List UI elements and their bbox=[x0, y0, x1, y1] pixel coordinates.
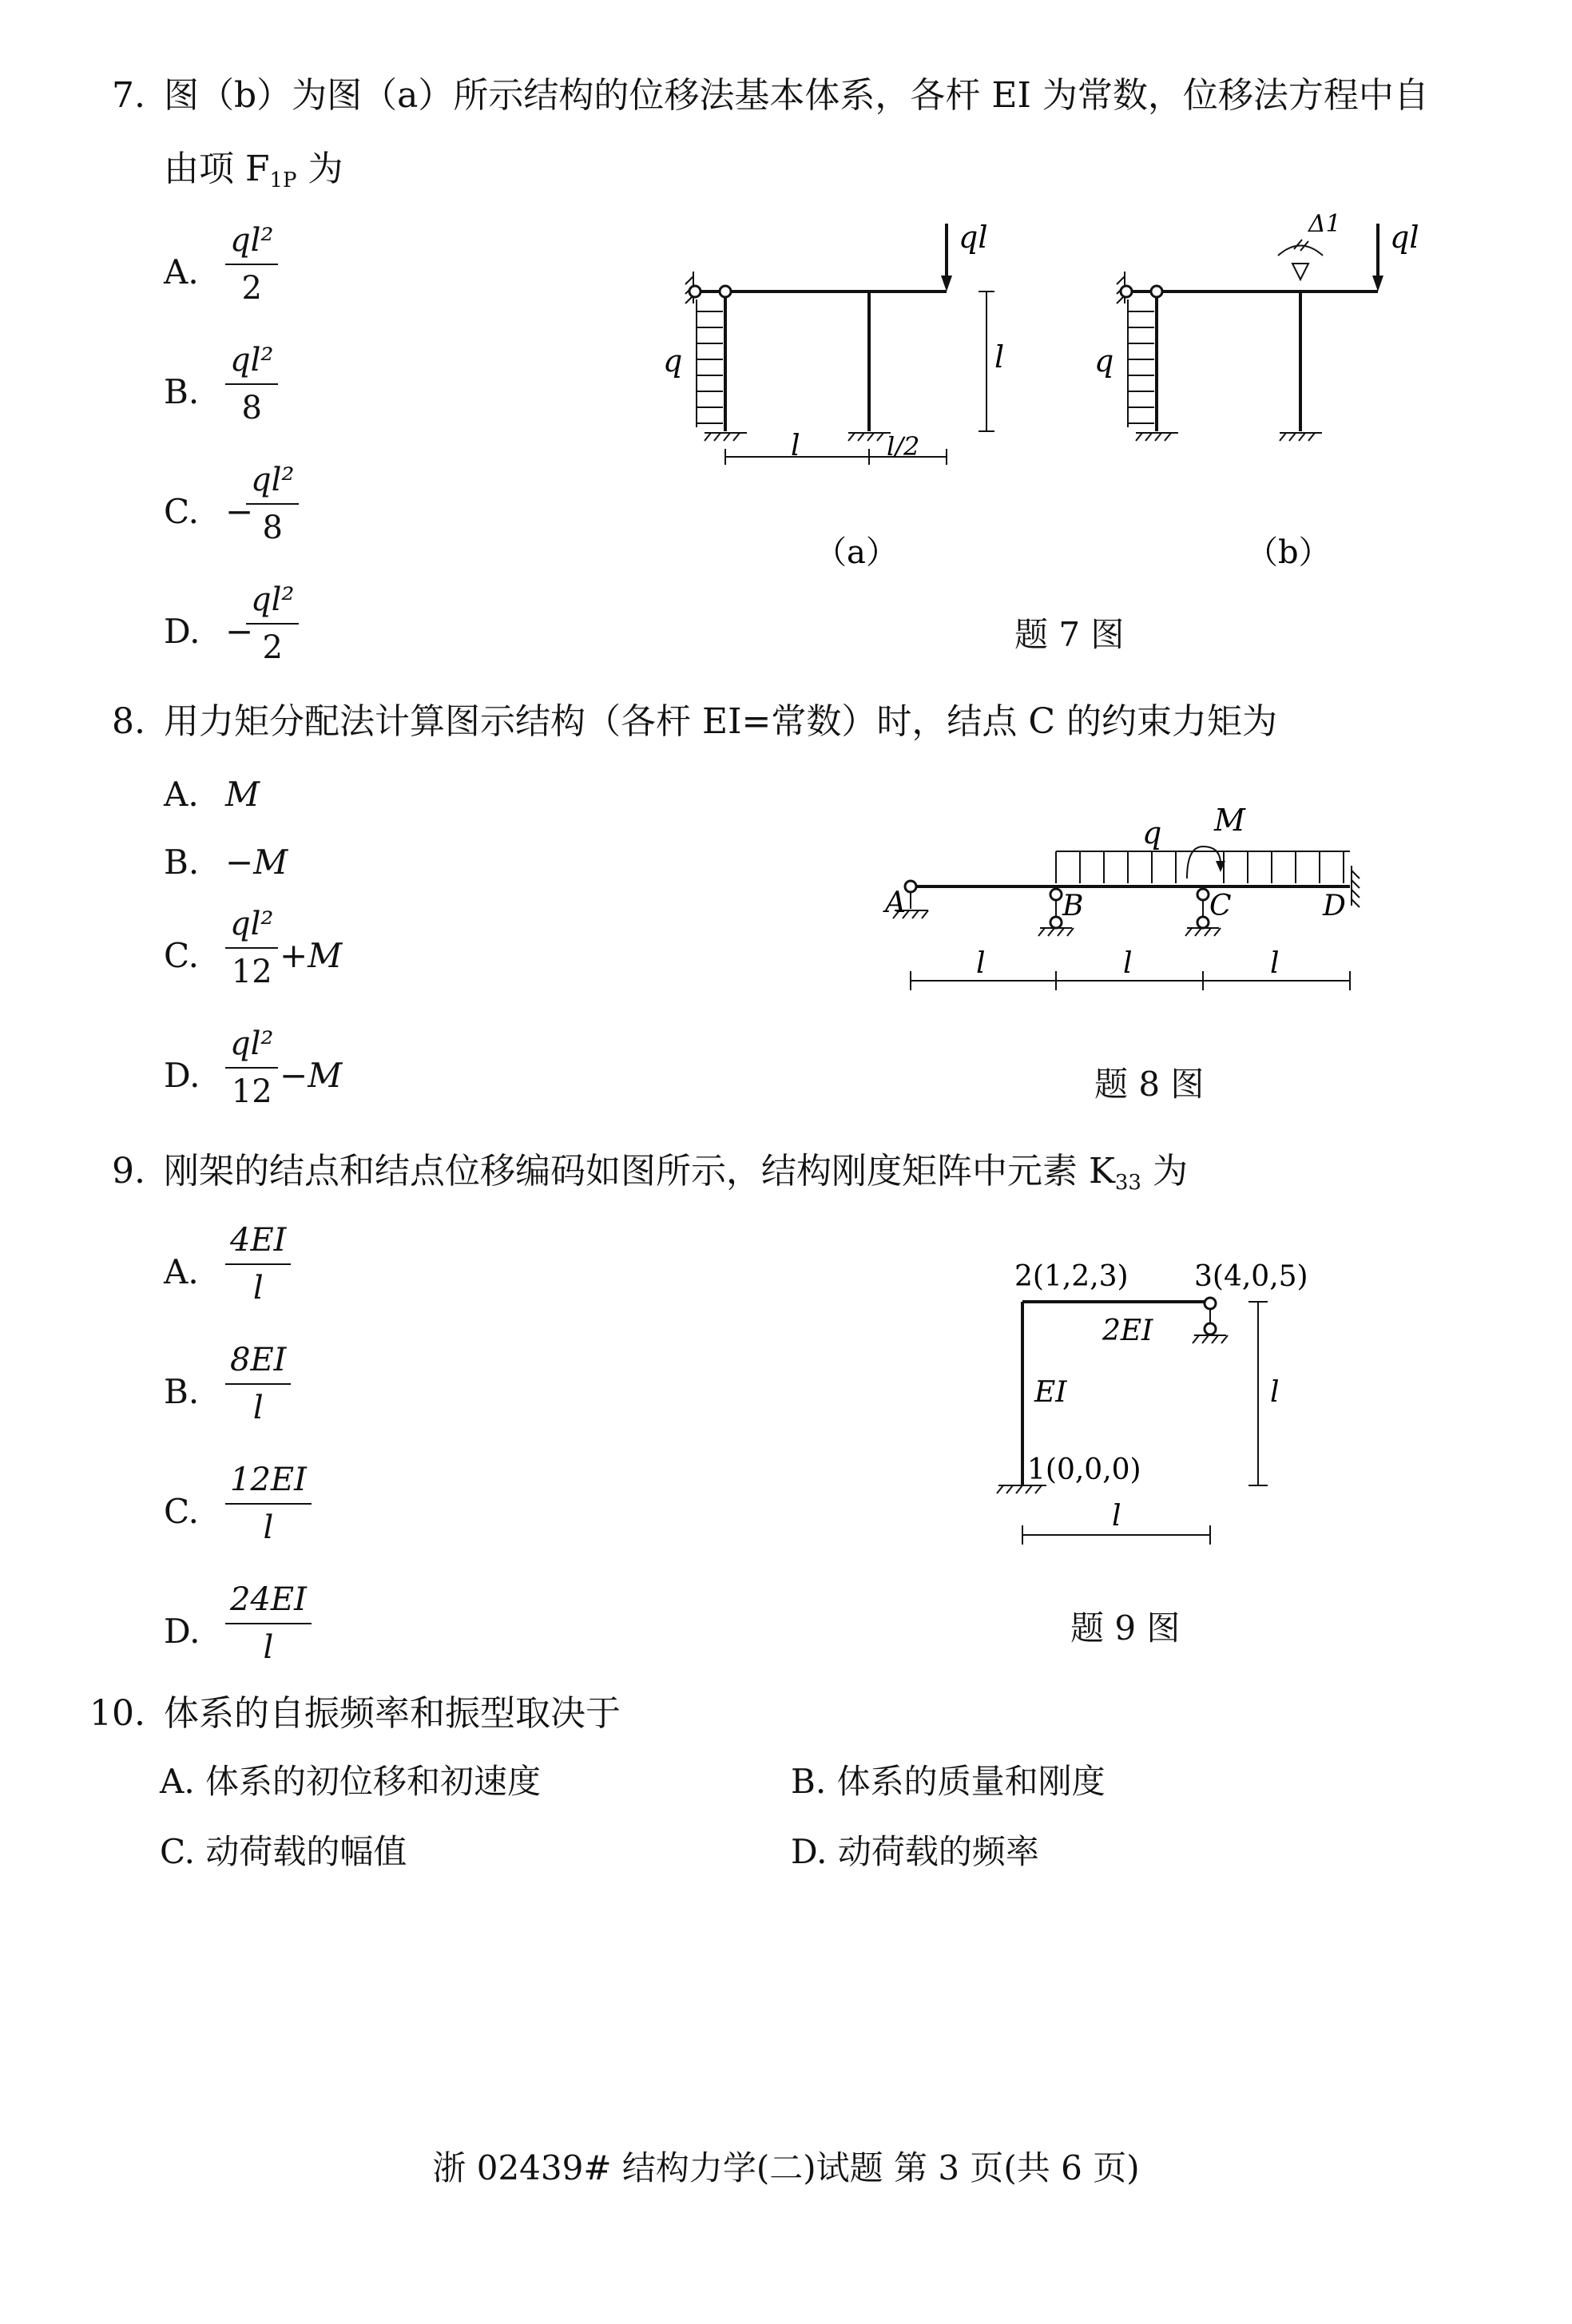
q8-option-d-label[interactable]: D. bbox=[164, 1056, 200, 1095]
q9-option-d-label[interactable]: D. bbox=[164, 1612, 200, 1651]
fig9-beam-label: 2EI bbox=[1102, 1315, 1153, 1347]
fig9-node-3: 3(4,0,5) bbox=[1194, 1260, 1308, 1293]
fig8-m-label: M bbox=[1214, 803, 1245, 838]
q8-option-a-text[interactable]: M bbox=[225, 775, 260, 814]
q9-option-a-fraction[interactable]: $\frac{4EI}{l}$ bbox=[225, 1222, 291, 1307]
q7-figure bbox=[655, 200, 1454, 647]
fig7a-dim-height: l bbox=[994, 339, 1005, 375]
fig7a-load-label: ql bbox=[959, 220, 988, 255]
q7-stem-line1: 图（b）为图（a）所示结构的位移法基本体系，各杆 EI 为常数，位移法方程中自 bbox=[164, 75, 1429, 116]
q9-caption: 题 9 图 bbox=[1070, 1608, 1181, 1648]
q9-option-d-fraction[interactable]: $\frac{24EI}{l}$ bbox=[225, 1581, 312, 1666]
fig8-node-b: B bbox=[1062, 890, 1084, 922]
fig7b-label: （b） bbox=[1246, 534, 1331, 571]
q10-option-a[interactable]: A. 体系的初位移和初速度 bbox=[160, 1762, 542, 1801]
q8-option-c-fraction[interactable]: $\frac{\text{ql²}}{12}$ bbox=[225, 906, 278, 990]
q7-option-c-fraction[interactable]: $\frac{\text{ql²}}{8}$ bbox=[246, 462, 299, 546]
q10-option-d[interactable]: D. 动荷载的频率 bbox=[791, 1832, 1039, 1871]
fig9-node-1: 1(0,0,0) bbox=[1027, 1453, 1141, 1486]
fig7b-q-label: q bbox=[1094, 343, 1114, 379]
q8-option-b-label[interactable]: B. bbox=[164, 843, 200, 882]
fig9-dim-v: l bbox=[1270, 1376, 1280, 1409]
q9-option-b-label[interactable]: B. bbox=[164, 1372, 200, 1411]
fig9-node-2: 2(1,2,3) bbox=[1014, 1260, 1129, 1293]
fig7a-dim-l: l bbox=[791, 430, 800, 462]
q8-option-b-text[interactable]: −M bbox=[225, 843, 288, 882]
q8-option-d-fraction[interactable]: $\frac{\text{ql²}}{12}$ bbox=[225, 1025, 278, 1110]
q7-caption: 题 7 图 bbox=[1014, 615, 1125, 654]
q8-number: 8. bbox=[112, 701, 145, 742]
q9-number: 9. bbox=[112, 1151, 145, 1192]
q9-option-a-label[interactable]: A. bbox=[164, 1252, 199, 1291]
fig7a-load-arrow bbox=[941, 276, 952, 291]
fig8-dim-3: l bbox=[1270, 947, 1280, 980]
fig8-node-a: A bbox=[885, 886, 906, 919]
q7-option-a-label[interactable]: A. bbox=[164, 252, 199, 291]
q8-option-c-label[interactable]: C. bbox=[164, 936, 199, 975]
q9-figure bbox=[975, 1246, 1358, 1581]
q9-option-b-fraction[interactable]: $\frac{8EI}{l}$ bbox=[225, 1342, 291, 1426]
q7-option-c-sign: − bbox=[225, 492, 254, 531]
q8-option-d-tail: −M bbox=[280, 1056, 343, 1095]
fig7a-dim-l2: l/2 bbox=[887, 431, 920, 462]
q7-option-a-fraction[interactable]: $\frac{\text{ql²}}{2}$ bbox=[225, 222, 278, 307]
fig8-node-d: D bbox=[1323, 890, 1346, 922]
q7-option-d-sign: − bbox=[225, 612, 254, 651]
fig7a-q-label: q bbox=[663, 343, 683, 379]
q10-stem: 体系的自振频率和振型取决于 bbox=[164, 1693, 621, 1734]
q7-number: 7. bbox=[112, 75, 145, 116]
q9-option-c-label[interactable]: C. bbox=[164, 1492, 199, 1531]
fig8-node-c: C bbox=[1209, 890, 1232, 922]
q8-option-c-tail: +M bbox=[280, 936, 343, 975]
fig8-dim-1: l bbox=[976, 947, 986, 980]
q8-caption: 题 8 图 bbox=[1094, 1065, 1205, 1104]
page-footer: 浙 02439# 结构力学(二)试题 第 3 页(共 6 页) bbox=[432, 2148, 1140, 2187]
fig8-q-label: q bbox=[1142, 815, 1162, 851]
fig7b-delta-label: Δ1 bbox=[1308, 210, 1341, 238]
fig9-column-label: EI bbox=[1034, 1376, 1067, 1409]
q7-option-d-fraction[interactable]: $\frac{\text{ql²}}{2}$ bbox=[246, 581, 299, 666]
q7-option-b-fraction[interactable]: $\frac{\text{ql²}}{8}$ bbox=[225, 342, 278, 426]
q8-option-a-label[interactable]: A. bbox=[164, 775, 199, 814]
q10-number: 10. bbox=[89, 1693, 145, 1734]
q7-option-c-label[interactable]: C. bbox=[164, 492, 199, 531]
fig9-dim-h: l bbox=[1112, 1500, 1121, 1533]
q10-option-b[interactable]: B. 体系的质量和刚度 bbox=[791, 1762, 1106, 1801]
q10-option-c[interactable]: C. 动荷载的幅值 bbox=[160, 1832, 407, 1871]
fig7a-label: （a） bbox=[815, 534, 898, 571]
q8-figure bbox=[871, 799, 1366, 1006]
fig8-dim-2: l bbox=[1123, 947, 1133, 980]
q8-stem: 用力矩分配法计算图示结构（各杆 EI=常数）时，结点 C 的约束力矩为 bbox=[164, 701, 1277, 742]
q7-option-d-label[interactable]: D. bbox=[164, 612, 200, 651]
fig7b-load-label: ql bbox=[1390, 220, 1419, 255]
q7-option-b-label[interactable]: B. bbox=[164, 372, 200, 411]
q7-stem-line2: 由项 $F_{1P}$ 为 bbox=[164, 149, 343, 192]
q9-option-c-fraction[interactable]: $\frac{12EI}{l}$ bbox=[225, 1461, 312, 1546]
q9-stem: 刚架的结点和结点位移编码如图所示，结构刚度矩阵中元素 $K_{33}$ 为 bbox=[164, 1151, 1188, 1195]
